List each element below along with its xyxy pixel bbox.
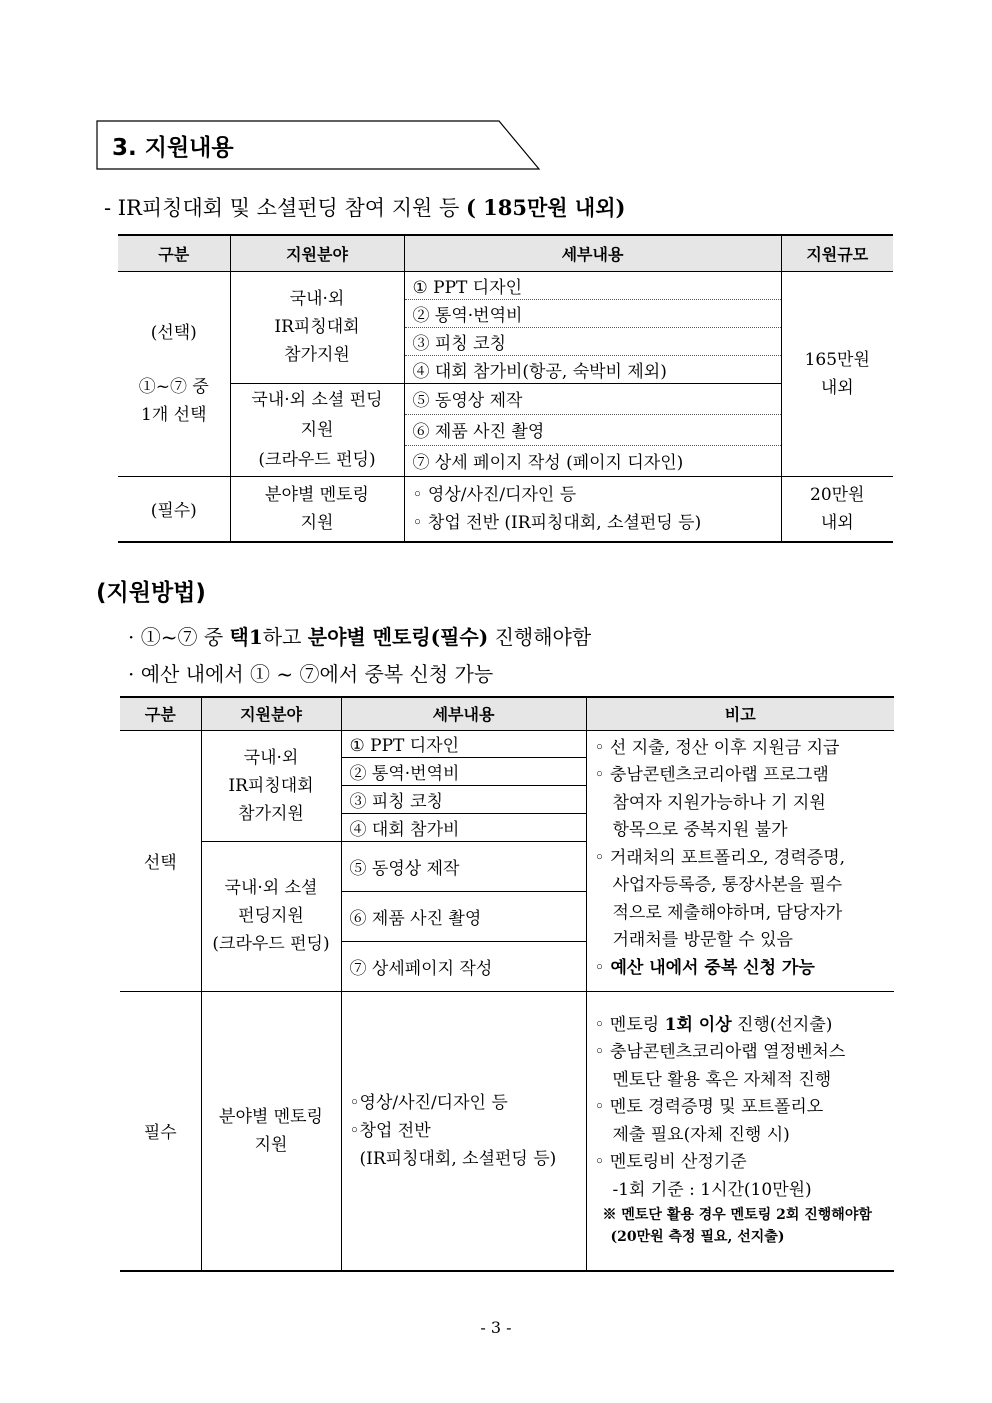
note-line: 참여자 지원가능하나 기 지원 [612, 792, 826, 813]
note-line-emphasis: ◦ 예산 내에서 중복 신청 가능 [594, 957, 815, 978]
details-mentoring-cell [341, 991, 586, 1271]
bullet1-text-c: 하고 [262, 625, 308, 649]
field-mentoring-line1: 분야별 멘토링 [219, 1106, 323, 1127]
bullet1-text-e: 진행해야함 [488, 625, 592, 649]
field-funding-cell [201, 841, 341, 991]
field-mentoring-cell [201, 991, 341, 1271]
scale-required-unit: 내외 [820, 512, 854, 533]
note-line: 사업자등록증, 통장사본을 필수 [612, 875, 843, 895]
method-table [120, 696, 894, 1272]
select-count: 1개 선택 [141, 404, 207, 425]
field-funding-cell [230, 383, 404, 476]
field-ir-line1: 국내·외 [289, 289, 345, 309]
required-cell: 필수 [143, 1123, 177, 1144]
scale-select-cell [781, 271, 893, 476]
header-category: 구분 [118, 235, 230, 271]
table-header-row [118, 235, 893, 271]
note-line: ◦ 멘토 경력증명 및 포트폴리오 [594, 1097, 824, 1117]
scale-select-unit: 내외 [820, 377, 854, 398]
detail-item: ⑥ 제품 사진 촬영 [341, 891, 586, 941]
field-ir-line3: 참가지원 [238, 803, 304, 824]
note-line: 제출 필요(자체 진행 시) [612, 1124, 790, 1145]
detail-item: ④ 대회 참가비(항공, 숙박비 제외) [404, 355, 781, 383]
bullet1-text-b: 택1 [229, 625, 263, 649]
detail-item: ③ 피칭 코칭 [404, 327, 781, 355]
header-scale: 지원규모 [781, 235, 893, 271]
support-amount: ( 185만원 내외) [465, 195, 626, 220]
field-mentoring-cell [230, 476, 404, 542]
field-ir-line3: 참가지원 [284, 345, 350, 365]
note-footnote: ※ 멘토단 활용 경우 멘토링 2회 진행해야함 [602, 1207, 872, 1223]
select-cell: 선택 [120, 730, 201, 991]
field-funding-line3: (크라우드 펀딩) [258, 449, 376, 470]
header-field: 지원분야 [201, 697, 341, 730]
field-ir-cell [230, 271, 404, 383]
notes-select-cell [586, 730, 894, 991]
detail-item: ① PPT 디자인 [341, 730, 586, 757]
field-mentoring-line2: 지원 [254, 1134, 288, 1155]
select-range: ①~⑦ 중 [138, 376, 209, 397]
method-bullet-1 [128, 621, 591, 650]
required-cell: (필수) [150, 501, 197, 522]
field-funding-line1: 국내·외 소셜 펀딩 [251, 389, 383, 410]
scale-select-amount: 165만원 [804, 349, 870, 370]
detail-item: ⑦ 상세페이지 작성 [341, 941, 586, 991]
details-mentoring-line2: ◦창업 전반 [349, 1120, 431, 1141]
details-mentoring-line3: (IR피칭대회, 소셜펀딩 등) [359, 1148, 557, 1169]
note-line: 멘토단 활용 혹은 자체적 진행 [612, 1069, 832, 1090]
page-number: - 3 - [480, 1318, 512, 1337]
select-cell [118, 271, 230, 476]
field-funding-line3: (크라우드 펀딩) [212, 934, 330, 954]
detail-item: ⑦ 상세 페이지 작성 (페이지 디자인) [404, 445, 781, 476]
bullet1-text-a: ①~⑦ 중 [140, 625, 230, 649]
note-emphasis: 1회 이상 [664, 1014, 732, 1035]
support-table [118, 234, 893, 543]
detail-item: ⑥ 제품 사진 촬영 [404, 414, 781, 445]
detail-item: ② 통역·번역비 [341, 757, 586, 785]
note-text: 진행(선지출) [731, 1014, 833, 1035]
header-details: 세부내용 [341, 697, 586, 730]
header-details: 세부내용 [404, 235, 781, 271]
details-mentoring-line1: ◦ 영상/사진/디자인 등 [412, 484, 577, 505]
scale-required-cell [781, 476, 893, 542]
note-text: ◦ 멘토링 [594, 1014, 665, 1035]
note-line: 적으로 제출해야하며, 담당자가 [612, 902, 843, 923]
field-ir-cell [201, 730, 341, 841]
detail-item: ④ 대회 참가비 [341, 813, 586, 841]
header-field: 지원분야 [230, 235, 404, 271]
field-funding-line1: 국내·외 소셜 [224, 878, 318, 898]
field-ir-line2: IR피칭대회 [228, 775, 314, 796]
method-bullet-2: · 예산 내에서 ① ~ ⑦에서 중복 신청 가능 [128, 662, 494, 686]
section-title: 3. 지원내용 [112, 135, 234, 161]
details-mentoring-line2: ◦ 창업 전반 (IR피칭대회, 소셜펀딩 등) [412, 512, 702, 533]
note-line: ◦ 충남콘텐츠코리아랩 프로그램 [594, 765, 829, 785]
detail-item: ② 통역·번역비 [404, 299, 781, 327]
details-mentoring-cell [404, 476, 781, 542]
field-mentoring-line2: 지원 [300, 512, 334, 533]
field-funding-line2: 펀딩지원 [238, 906, 304, 926]
support-summary [104, 192, 625, 222]
detail-item: ③ 피칭 코칭 [341, 785, 586, 813]
note-line: 항목으로 중복지원 불가 [612, 820, 788, 840]
scale-required-amount: 20만원 [810, 484, 865, 505]
notes-required-cell [586, 991, 894, 1271]
note-line: ◦ 선 지출, 정산 이후 지원금 지급 [594, 737, 840, 758]
field-funding-line2: 지원 [300, 419, 334, 440]
method-title: (지원방법) [96, 580, 206, 606]
note-line: ◦ 거래처의 포트폴리오, 경력증명, [594, 847, 846, 868]
table-header-row [120, 697, 894, 730]
section-title-box [96, 120, 540, 170]
note-footnote: (20만원 측정 필요, 선지출) [610, 1229, 785, 1245]
support-summary-text: - IR피칭대회 및 소셜펀딩 참여 지원 등 [104, 196, 466, 220]
field-mentoring-line1: 분야별 멘토링 [265, 484, 369, 505]
field-ir-line1: 국내·외 [243, 747, 299, 768]
details-mentoring-line1: ◦영상/사진/디자인 등 [349, 1092, 508, 1113]
bullet-dot: · [128, 625, 135, 649]
header-notes: 비고 [586, 697, 894, 730]
select-label: (선택) [150, 322, 197, 343]
field-ir-line2: IR피칭대회 [274, 317, 360, 337]
detail-item: ① PPT 디자인 [404, 271, 781, 299]
note-line [595, 1012, 895, 1040]
detail-item: ⑤ 동영상 제작 [341, 841, 586, 891]
bullet1-text-d: 분야별 멘토링(필수) [307, 625, 489, 649]
detail-item: ⑤ 동영상 제작 [404, 383, 781, 414]
note-line: ◦ 멘토링비 산정기준 [594, 1152, 747, 1172]
note-line: 거래처를 방문할 수 있음 [612, 930, 793, 950]
header-category: 구분 [120, 697, 201, 730]
note-line: -1회 기준 : 1시간(10만원) [612, 1179, 812, 1200]
note-line: ◦ 충남콘텐츠코리아랩 열정벤처스 [594, 1042, 846, 1062]
